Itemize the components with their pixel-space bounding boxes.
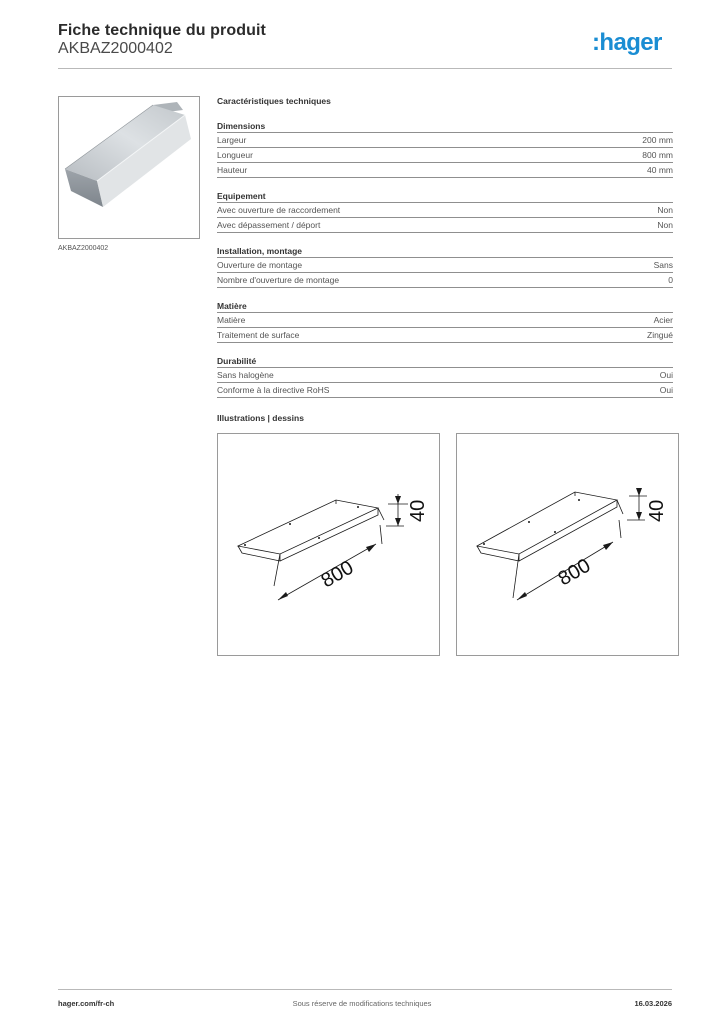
product-reference: AKBAZ2000402 [58, 40, 173, 57]
section-equipement [217, 190, 673, 233]
footer-divider [58, 989, 672, 990]
spec-label: Sans halogène [217, 370, 274, 380]
specs-heading: Caractéristiques techniques [217, 96, 331, 106]
spec-value: 800 mm [642, 150, 673, 160]
spec-row-longueur [217, 148, 673, 163]
spec-row-matiere [217, 313, 673, 328]
section-durabilite [217, 355, 673, 398]
spec-value: Non [657, 205, 673, 215]
logo-text: :hager [592, 29, 662, 56]
section-title: Equipement [217, 190, 673, 203]
spec-label: Conforme à la directive RoHS [217, 385, 330, 395]
spec-value: 40 mm [647, 165, 673, 175]
spec-label: Avec dépassement / déport [217, 220, 321, 230]
spec-label: Longueur [217, 150, 253, 160]
cover-plate-image [59, 97, 199, 238]
section-title: Matière [217, 300, 673, 313]
dimension-drawing-svg [457, 434, 678, 655]
height-dimension-label: 40 [646, 499, 668, 522]
spec-label: Largeur [217, 135, 247, 145]
illustrations-heading: Illustrations | dessins [217, 413, 304, 423]
spec-row-depassement [217, 218, 673, 233]
spec-label: Nombre d'ouverture de montage [217, 275, 340, 285]
footer-date: 16.03.2026 [634, 999, 672, 1008]
hager-logo [592, 28, 674, 56]
spec-row-rohs [217, 383, 673, 398]
section-installation [217, 245, 673, 288]
section-title: Installation, montage [217, 245, 673, 258]
spec-row-ouverture-montage [217, 258, 673, 273]
dimension-drawing-1 [217, 433, 440, 656]
length-dimension-label: 800 [317, 556, 358, 593]
spec-value: Acier [653, 315, 673, 325]
footer-disclaimer: Sous réserve de modifications techniques [292, 999, 432, 1008]
page-title: Fiche technique du produit [58, 22, 266, 39]
spec-value: 0 [668, 275, 673, 285]
length-dimension-label: 800 [554, 554, 595, 591]
spec-value: 200 mm [642, 135, 673, 145]
height-dimension-label: 40 [407, 499, 429, 522]
spec-row-traitement-surface [217, 328, 673, 343]
spec-value: Oui [659, 385, 673, 395]
spec-label: Ouverture de montage [217, 260, 303, 270]
spec-label: Traitement de surface [217, 330, 300, 340]
dimension-drawing-2 [456, 433, 679, 656]
spec-value: Sans [653, 260, 673, 270]
spec-row-hauteur [217, 163, 673, 178]
spec-row-ouverture-raccordement [217, 203, 673, 218]
section-dimensions [217, 120, 673, 178]
spec-value: Zingué [647, 330, 673, 340]
section-matiere [217, 300, 673, 343]
product-photo-caption: AKBAZ2000402 [58, 245, 109, 252]
header-divider [58, 68, 672, 69]
spec-row-largeur [217, 133, 673, 148]
spec-row-sans-halogene [217, 368, 673, 383]
product-photo [58, 96, 200, 239]
spec-label: Avec ouverture de raccordement [217, 205, 341, 215]
section-title: Dimensions [217, 120, 673, 133]
spec-row-nombre-ouverture [217, 273, 673, 288]
spec-label: Matière [217, 315, 246, 325]
section-title: Durabilité [217, 355, 673, 368]
spec-label: Hauteur [217, 165, 248, 175]
dimension-drawing-svg [218, 434, 439, 655]
technical-specifications [217, 94, 673, 398]
spec-value: Oui [659, 370, 673, 380]
spec-value: Non [657, 220, 673, 230]
footer-website-link[interactable]: hager.com/fr-ch [58, 999, 115, 1008]
